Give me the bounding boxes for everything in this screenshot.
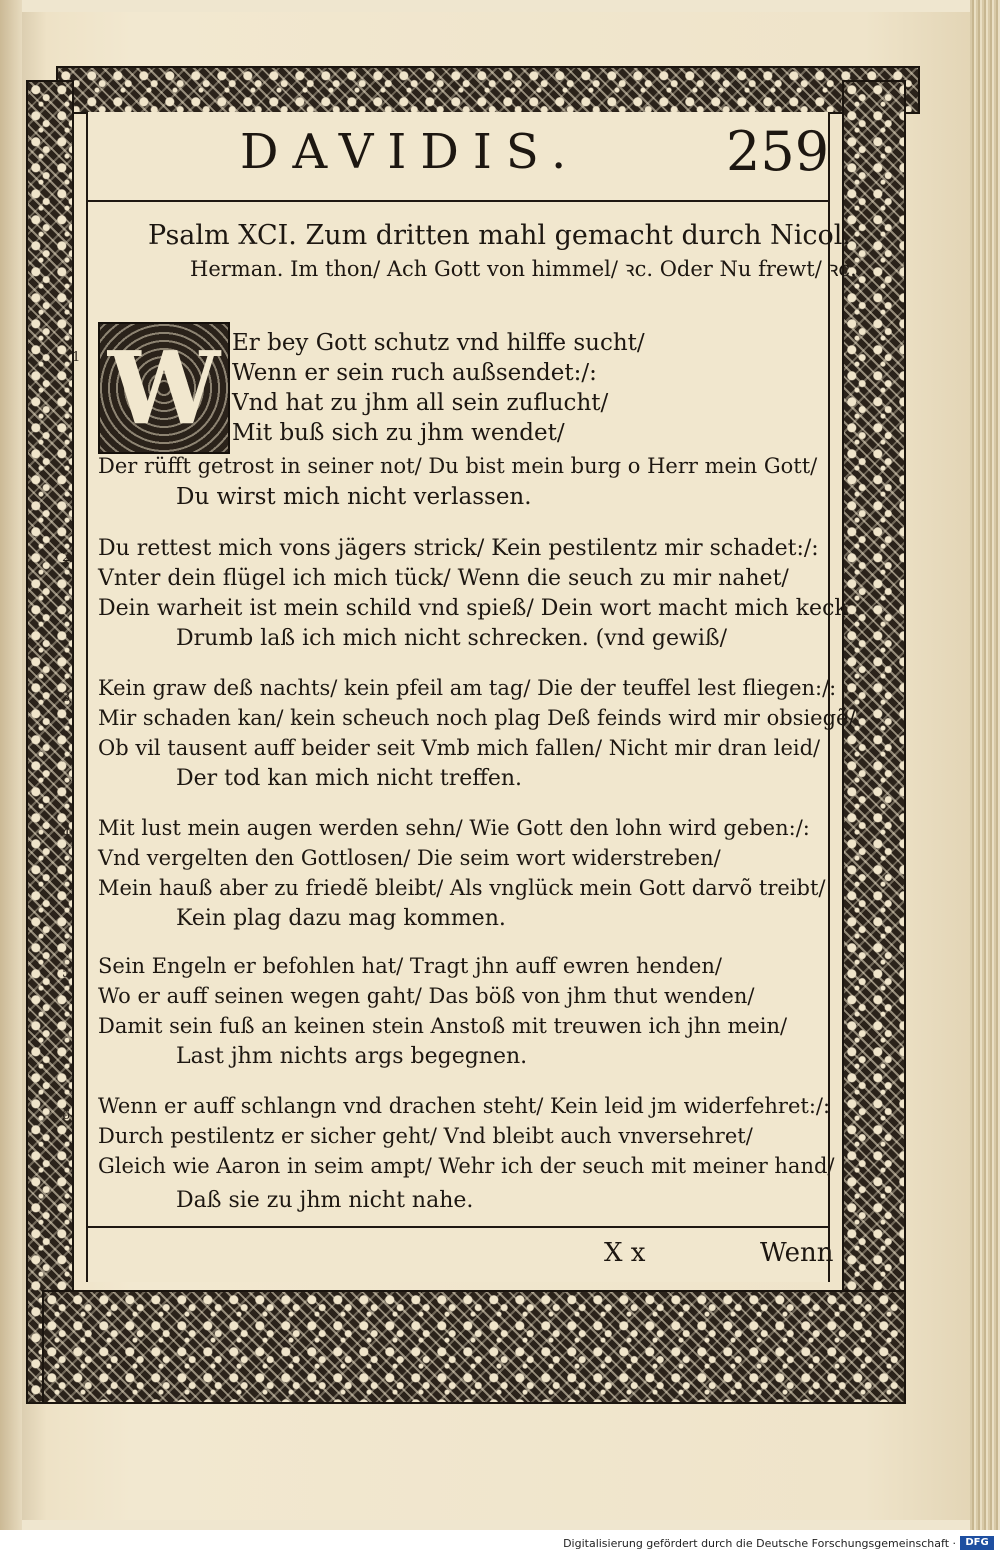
dfg-logo[interactable]: DFG (960, 1536, 994, 1550)
verse-line: Wenn er sein ruch außsendet:/: (232, 360, 597, 386)
verse-line: Damit sein fuß an keinen stein Anstoß mit treuwen ich jhn mein/ (98, 1014, 788, 1038)
catchword: Wenn (760, 1238, 834, 1268)
verse-line: Gleich wie Aaron in seim ampt/ Wehr ich der seuch mit meiner hand/ (98, 1154, 835, 1178)
verse-line: Er bey Gott schutz vnd hilffe sucht/ (232, 330, 645, 356)
verse-line: Last jhm nichts args begegnen. (176, 1044, 528, 1069)
verse-number: 3 (62, 690, 71, 705)
footer-rule (86, 1226, 828, 1228)
decorated-initial (98, 322, 230, 454)
verse-line: Du wirst mich nicht verlassen. (176, 484, 532, 510)
verse-line: Vnd vergelten den Gottlosen/ Die seim wort widerstreben/ (98, 846, 721, 870)
digitization-credit (0, 1534, 1000, 1554)
verse-line: Wenn er auff schlangn vnd drachen steht/ Kein leid jm widerfehret:/: (98, 1094, 831, 1118)
verse-line: Vnd hat zu jhm all sein zuflucht/ (232, 390, 609, 416)
ornamental-border-bottom (42, 1290, 906, 1404)
header-rule (86, 200, 828, 202)
verse-number: 2 (62, 550, 71, 565)
verse-number: 1 (72, 350, 81, 365)
ornamental-border-left (26, 80, 74, 1404)
verse-line: Vnter dein flügel ich mich tück/ Wenn die seuch zu mir nahet/ (98, 566, 789, 591)
verse-line: Kein graw deß nachts/ kein pfeil am tag/ Die der teuffel lest fliegen:/: (98, 676, 837, 700)
psalm-heading-line-2: Herman. Im thon/ Ach Gott von himmel/ ꝛc. Oder Nu frewt/ ꝛc. (190, 257, 857, 281)
psalm-heading-line-1: Psalm XCI. Zum dritten mahl gemacht durch Nicol. (148, 220, 852, 251)
initial-letter: W (107, 329, 221, 447)
verse-line: Daß sie zu jhm nicht nahe. (176, 1188, 474, 1213)
page-number: 259 (726, 120, 830, 183)
verse-line: Dein warheit ist mein schild vnd spieß/ Dein wort macht mich keck (98, 596, 848, 621)
credit-text: Digitalisierung gefördert durch die Deutsche Forschungsgemeinschaft · (563, 1537, 956, 1550)
verse-line: Drumb laß ich mich nicht schrecken. (vnd gewiß/ (176, 626, 728, 651)
verse-line: Ob vil tausent auff beider seit Vmb mich fallen/ Nicht mir dran leid/ (98, 736, 821, 760)
verse-line: Der rüfft getrost in seiner not/ Du bist mein burg o Herr mein Gott/ (98, 454, 818, 478)
verse-line: Mir schaden kan/ kein scheuch noch plag Deß feinds wird mir obsiegẽ/ (98, 706, 856, 730)
verse-line: Sein Engeln er befohlen hat/ Tragt jhn auff ewren henden/ (98, 954, 722, 978)
verse-line: Mit lust mein augen werden sehn/ Wie Gott den lohn wird geben:/: (98, 816, 810, 840)
ornamental-border-top (56, 66, 920, 114)
verse-number: 4 (62, 826, 71, 841)
verse-line: Der tod kan mich nicht treffen. (176, 766, 523, 791)
signature-mark: X x (604, 1238, 646, 1268)
verse-line: Wo er auff seinen wegen gaht/ Das böß von jhm thut wenden/ (98, 984, 755, 1008)
verse-number: 6 (62, 1108, 71, 1123)
verse-line: Kein plag dazu mag kommen. (176, 906, 506, 931)
book-gutter (0, 0, 22, 1530)
verse-number: 5 (62, 966, 71, 981)
verse-line: Du rettest mich vons jägers strick/ Kein pestilentz mir schadet:/: (98, 536, 819, 561)
page-edges (970, 0, 1000, 1530)
verse-line: Mein hauß aber zu friedẽ bleibt/ Als vnglück mein Gott darvõ treibt/ (98, 876, 826, 900)
verse-line: Mit buß sich zu jhm wendet/ (232, 420, 565, 446)
verse-line: Durch pestilentz er sicher geht/ Vnd bleibt auch vnversehret/ (98, 1124, 753, 1148)
running-title: DAVIDIS. (240, 124, 581, 180)
